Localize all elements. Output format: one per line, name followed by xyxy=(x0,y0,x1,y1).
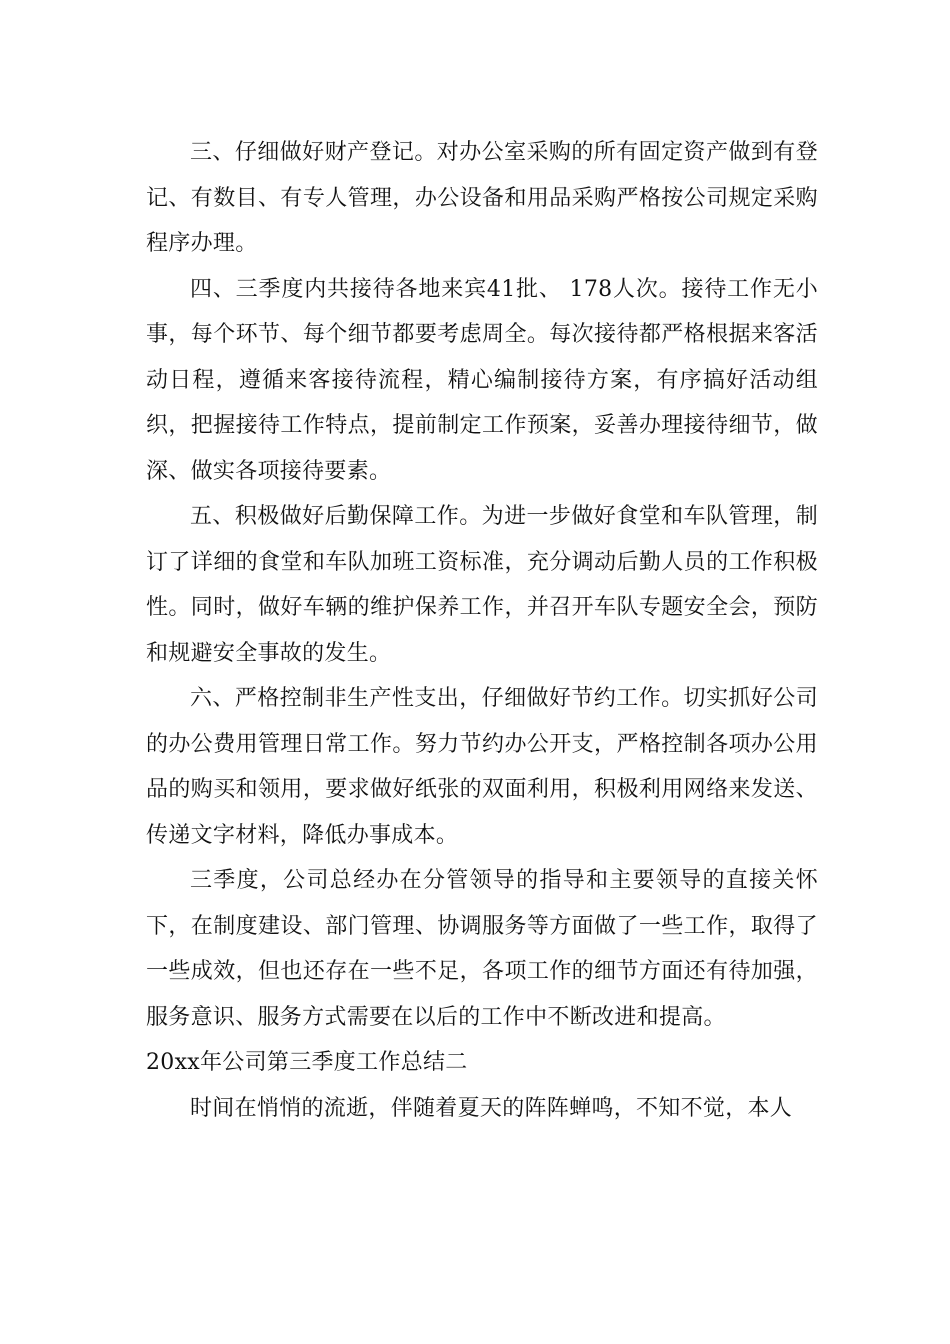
paragraph-property-registration: 三、仔细做好财产登记。对办公室采购的所有固定资产做到有登记、有数目、有专人管理，办公设备和用品采购严格按公司规定采购程序办理。 xyxy=(146,140,818,256)
paragraph-closing: 时间在悄悄的流逝，伴随着夏天的阵阵蝉鸣，不知不觉，本人 xyxy=(190,1095,793,1121)
paragraph-expense-control: 六、严格控制非生产性支出，仔细做好节约工作。切实抓好公司的办公费用管理日常工作。努力节约办公开支，严格控制各项办公用品的购买和领用，要求做好纸张的双面利用，积极利用网络来发送、传递文字材料，降低办事成本。 xyxy=(146,686,818,848)
paragraph-guest-reception: 四、三季度内共接待各地来宾41批、 178人次。接待工作无小事，每个环节、每个细节都要考虑周全。每次接待都严格根据来客活动日程，遵循来客接待流程，精心编制接待方案，有序搞好活动组织，把握接待工作特点，提前制定工作预案，妥善办理接待细节，做深、做实各项接待要素。 xyxy=(146,276,818,484)
section-heading: 20xx年公司第三季度工作总结二 xyxy=(146,1050,468,1075)
paragraph-quarter-summary: 三季度，公司总经办在分管领导的指导和主要领导的直接关怀下，在制度建设、部门管理、协调服务等方面做了一些工作，取得了一些成效，但也还存在一些不足，各项工作的细节方面还有待加强，服务意识、服务方式需要在以后的工作中不断改进和提高。 xyxy=(146,868,818,1030)
paragraph-logistics-support: 五、积极做好后勤保障工作。为进一步做好食堂和车队管理，制订了详细的食堂和车队加班工资标准，充分调动后勤人员的工作积极性。同时，做好车辆的维护保养工作，并召开车队专题安全会，预防和规避安全事故的发生。 xyxy=(146,504,818,666)
document-body xyxy=(146,130,818,1131)
